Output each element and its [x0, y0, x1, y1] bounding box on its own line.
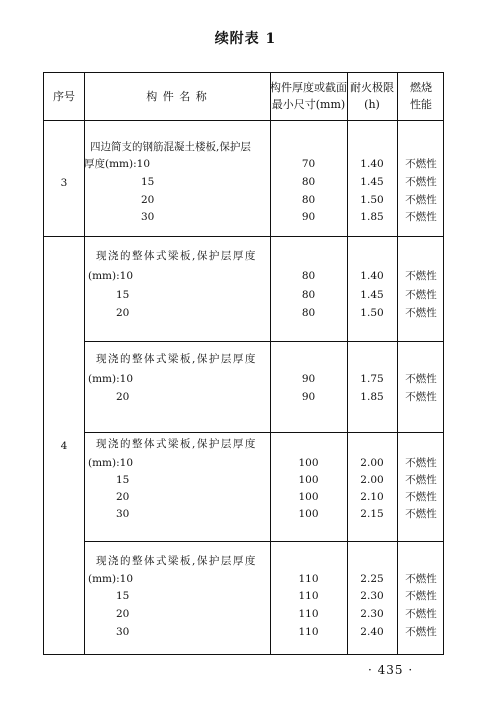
table-cell: 2.25	[360, 573, 384, 585]
table-cell: 不燃性	[405, 307, 437, 319]
table-cell: 80	[301, 289, 316, 301]
table-cell: 2.30	[360, 590, 384, 602]
table-cell: 90	[301, 211, 316, 223]
table-cell: 2.15	[360, 508, 384, 520]
table-cell: 30	[141, 211, 155, 223]
group-desc-line2: (mm):10	[88, 573, 134, 585]
table-cell: 2.10	[360, 491, 384, 503]
table-cell: 110	[298, 573, 319, 585]
group-desc-line1: 现浇的整体式梁板,保护层厚度	[96, 250, 257, 262]
table-cell: 80	[301, 176, 316, 188]
group-divider	[84, 541, 443, 542]
fire-rating-table	[43, 72, 444, 655]
header-burn-line1: 燃烧	[410, 81, 432, 94]
header-thickness-line2: 最小尺寸(mm)	[271, 98, 346, 111]
header-burn	[397, 79, 445, 113]
table-cell: 不燃性	[405, 158, 437, 170]
table-cell: 1.40	[360, 270, 384, 282]
table-cell: 2.40	[360, 626, 384, 638]
table-cell: 不燃性	[405, 508, 437, 520]
table-cell: 不燃性	[405, 289, 437, 301]
table-cell: 不燃性	[405, 391, 437, 403]
header-thickness	[270, 79, 347, 113]
table-cell: 100	[298, 508, 319, 520]
table-cell: 2.30	[360, 608, 384, 620]
row3-desc-line2: 厚度(mm):10	[84, 158, 151, 170]
table-title: 续附表 1	[214, 31, 277, 47]
table-cell: 110	[298, 608, 319, 620]
table-cell: 1.50	[360, 307, 384, 319]
table-cell: 30	[116, 508, 130, 520]
table-cell: 2.00	[360, 474, 384, 486]
header-divider	[44, 120, 443, 121]
table-cell: 30	[116, 626, 130, 638]
header-thickness-line1: 构件厚度或截面	[270, 81, 347, 94]
table-cell: 1.75	[360, 373, 384, 385]
group-desc-line1: 现浇的整体式梁板,保护层厚度	[96, 555, 257, 567]
table-cell: 不燃性	[405, 373, 437, 385]
header-burn-line2: 性能	[410, 98, 432, 111]
table-cell: 15	[116, 590, 130, 602]
table-cell: 不燃性	[405, 211, 437, 223]
table-cell: 15	[116, 289, 130, 301]
table-cell: 不燃性	[405, 270, 437, 282]
row-divider	[44, 236, 443, 237]
table-cell: 80	[301, 307, 316, 319]
header-seq: 序号	[53, 90, 75, 103]
table-cell: 不燃性	[405, 457, 437, 469]
group-divider	[84, 341, 443, 342]
row4-seq: 4	[60, 440, 68, 452]
table-cell: 不燃性	[405, 626, 437, 638]
table-cell: 1.85	[360, 391, 384, 403]
table-cell: 不燃性	[405, 491, 437, 503]
table-cell: 110	[298, 590, 319, 602]
table-cell: 20	[116, 391, 130, 403]
table-cell: 1.45	[360, 176, 384, 188]
header-fire-line1: 耐火极限	[350, 81, 394, 94]
header-name: 构 件 名 称	[146, 90, 208, 103]
group-desc-line1: 现浇的整体式梁板,保护层厚度	[96, 353, 257, 365]
table-cell: 100	[298, 491, 319, 503]
header-fire	[347, 79, 397, 113]
table-cell: 70	[301, 158, 316, 170]
table-cell: 110	[298, 626, 319, 638]
table-cell: 90	[301, 391, 316, 403]
table-cell: 20	[141, 194, 155, 206]
group-desc-line2: (mm):10	[88, 457, 134, 469]
group-desc-line2: (mm):10	[88, 373, 134, 385]
row3-desc-line1: 四边简支的钢筋混凝土楼板,保护层	[90, 141, 251, 153]
table-cell: 2.00	[360, 457, 384, 469]
table-cell: 80	[301, 194, 316, 206]
table-cell: 80	[301, 270, 316, 282]
table-cell: 不燃性	[405, 176, 437, 188]
table-cell: 100	[298, 474, 319, 486]
table-cell: 不燃性	[405, 590, 437, 602]
table-cell: 15	[141, 176, 155, 188]
table-cell: 90	[301, 373, 316, 385]
page-number: · 435 ·	[368, 663, 414, 677]
group-divider	[84, 432, 443, 433]
group-desc-line1: 现浇的整体式梁板,保护层厚度	[96, 438, 257, 450]
table-cell: 1.50	[360, 194, 384, 206]
table-cell: 20	[116, 307, 130, 319]
table-cell: 不燃性	[405, 573, 437, 585]
table-cell: 20	[116, 491, 130, 503]
table-cell: 15	[116, 474, 130, 486]
table-cell: 1.40	[360, 158, 384, 170]
table-cell: 不燃性	[405, 474, 437, 486]
header-fire-line2: (h)	[364, 98, 380, 111]
table-cell: 20	[116, 608, 130, 620]
table-cell: 1.85	[360, 211, 384, 223]
row3-seq: 3	[60, 177, 68, 189]
group-desc-line2: (mm):10	[88, 270, 134, 282]
table-cell: 不燃性	[405, 194, 437, 206]
table-cell: 不燃性	[405, 608, 437, 620]
table-cell: 1.45	[360, 289, 384, 301]
table-cell: 100	[298, 457, 319, 469]
